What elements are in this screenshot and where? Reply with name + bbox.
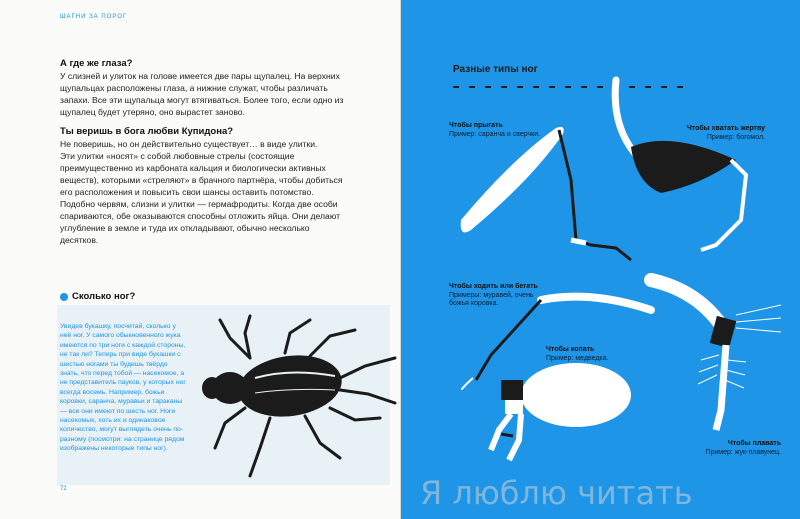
watermark: Я люблю читать [420,474,693,512]
section-eyes-text: У слизней и улиток на голове имеется две пары щупалец. На верхних щупальцах расположены глаза, а нижние служат, чтобы различать запахи. Все эти щупальца могут втягиваться. Более того, если одно из щупалец будет утеряно, оно вырастет заново. [60,71,344,117]
label-swimming [661,440,781,457]
section-cupid-text [60,138,350,246]
label-walking [449,283,549,309]
box-title-text: Сколько ног? [72,291,136,302]
cupid-line-3: Подобно червям, слизни и улитки — гермафродиты. Когда две особи спариваются, обе оказываются способны отложить яйца. Они делают углубление в земле и туда их откладывают, обычно несколько десятков. [60,199,341,245]
cupid-line-1: Не поверишь, но он действительно существует… в виде улитки. [60,139,318,149]
label-swimming-title: Чтобы плавать [727,440,781,447]
label-digging-title: Чтобы копать [546,346,595,353]
page-number: 72 [60,486,67,492]
bullet-dot-icon [60,293,68,301]
label-swimming-example: Пример: жук-плавунец. [705,448,781,456]
digging-leg-illustration [481,350,631,470]
running-head: ШАГНИ ЗА ПОРОГ [60,14,128,20]
label-walking-title: Чтобы ходить или бегать [449,283,538,290]
section-eyes-title: А где же глаза? [60,58,133,69]
section-cupid-title: Ты веришь в бога любви Купидона? [60,126,234,137]
label-digging-example: Пример: медведка. [546,354,609,362]
swimming-leg-illustration [641,270,791,440]
label-digging [546,346,608,363]
label-jumping-title: Чтобы прыгать [449,122,503,129]
box-title [60,291,135,302]
label-jumping-example: Пример: саранча и сверчки. [449,130,541,138]
cupid-line-2: Эти улитки «носят» с собой любовные стрелы (состоящие преимущественно из карбоната кальция и биологически активных веществ), которыми «стреляют» в брачного партнёра, чтобы добиться его расположения и повысить свои шансы оставить потомство. [60,151,343,197]
box-text: Увидев букашку, посчитай, сколько у неё ног. У самого обыкновенного жука имеются по три ноги с каждой стороны, не так ли? Теперь при виде букашки с шестью ногами ты будешь твёрдо знать, что перед тобой — насекомое, а не представитель пауков, у которых ног всегда восемь. Например, божьи коровки, саранча, муравьи и тараканы — все они имеют по шесть ног. Ноги насекомых, хоть их и одинаковое количество, могут выглядеть очень по-разному (посмотри: на странице рядом изображены некоторые типы ног). [60,323,186,453]
legs-types-title: Разные типы ног [453,64,538,75]
grasping-leg-illustration [591,65,781,265]
label-grasping-example: Пример: богомол. [706,133,765,141]
label-walking-example: Примеры: муравей, очень божья коровка. [449,291,534,308]
label-grasping [655,125,765,142]
beetle-illustration [190,308,400,488]
label-jumping [449,122,540,139]
label-grasping-title: Чтобы хватать жертву [686,125,765,132]
right-page [401,0,800,519]
